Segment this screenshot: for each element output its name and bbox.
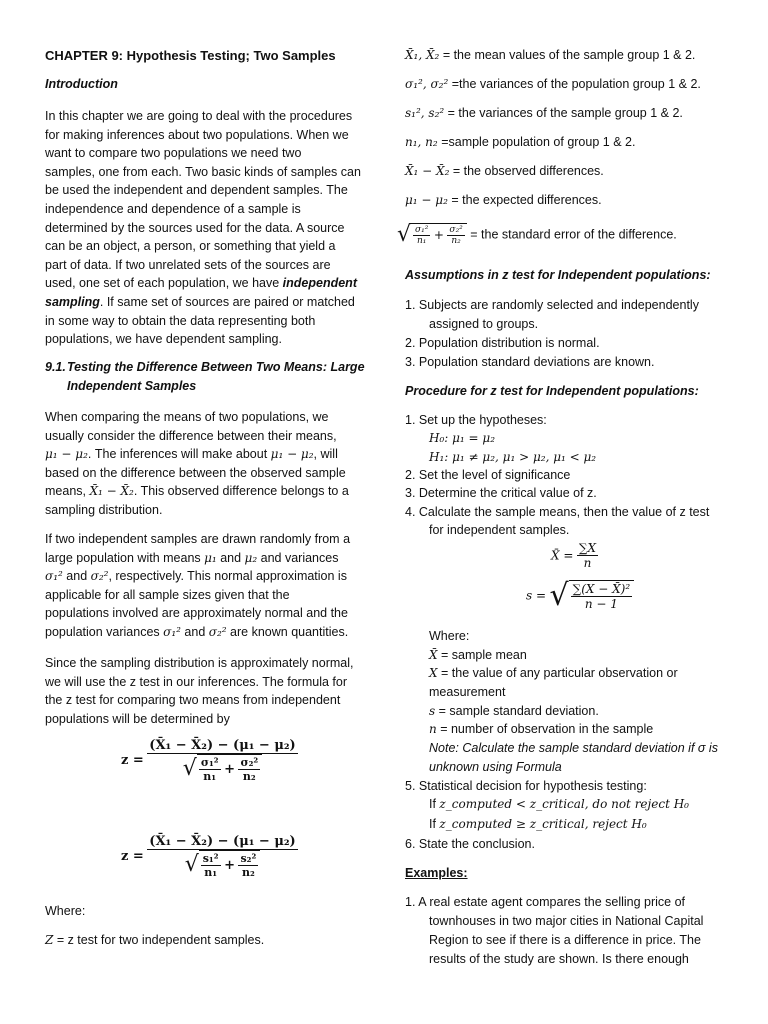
null-hypothesis: H₀: μ₁ = μ₂ [429,431,496,445]
intro-line: populations, we have dependent sampling. [45,332,282,347]
text: measurement [429,685,506,699]
text: = sample mean [437,648,527,662]
math-expr: σ₁², σ₂² [405,77,449,91]
procedure-step: 4. Calculate the sample means, then the value of z test [405,505,710,519]
term-denominator: n₂ [242,770,256,783]
text: =sample population of group 1 & 2. [437,135,636,149]
assumption-item: 1. Subjects are randomly selected and independently [405,298,699,312]
note-line: Note: Calculate the sample standard deviation if σ is [429,741,718,755]
section-title: Testing the Difference Between Two Means: Large [67,360,365,374]
text: If [429,817,440,831]
term-fraction [238,852,258,879]
formula-fraction [571,582,633,611]
intro-line: independence and dependence of a sample is [45,201,301,216]
text: , respectively. This normal approximation is [108,569,347,584]
text-line: usually consider the difference between their means, [45,428,337,443]
assumptions-heading: Assumptions in z test for Independent populations: [405,268,711,282]
assumption-item: 3. Population standard deviations are known. [405,355,655,369]
formula-numerator: (X̄₁ − X̄₂) − (μ₁ − μ₂) [149,834,296,849]
text: = the expected differences. [447,193,602,207]
text-line [45,549,375,568]
formula-denominator: n [583,556,592,570]
example-line: townhouses in two major cities in National Capital [429,914,704,928]
intro-line: In this chapter we are going to deal with the procedures [45,109,353,123]
math-expr: X̄₁ − X̄₂ [405,164,450,178]
text-line [45,623,375,642]
sqrt-symbol: √ [182,756,197,781]
text: . This observed difference belongs to a [133,484,349,499]
text-line: applicable for all sample sizes given that the [45,587,290,602]
term-numerator: σ₁² [415,225,429,235]
text: means, [45,484,90,499]
sqrt-symbol: √ [549,578,569,613]
text-line: When comparing the means of two populations, we [45,410,329,424]
math-expr: X [429,666,438,680]
text-line: populations involved are approximately normal and the [45,606,348,621]
text: are known quantities. [226,624,349,639]
text: = the observed differences. [449,164,604,178]
intro-line [45,274,375,293]
text-line: If two independent samples are drawn randomly from a [45,532,351,546]
text-line: based on the difference between the observed sample [45,465,346,480]
math-expr: σ₂² [208,624,227,639]
variances-paragraph [45,530,375,642]
math-expr: μ₁ [204,550,217,565]
procedure-step: 1. Set up the hypotheses: [405,413,547,427]
text-line: populations will be determined by [45,711,230,726]
term-fraction [199,756,221,783]
where-item [429,685,505,699]
procedure-step: 5. Statistical decision for hypothesis testing: [405,779,647,793]
text: =the variances of the population group 1 & 2. [448,77,701,91]
assumption-item: 2. Population distribution is normal. [405,336,600,350]
math-expr: σ₁² [163,624,181,639]
text: = number of observation in the sample [436,722,654,736]
term-denominator: n₁ [204,866,218,879]
term-numerator: σ₁² [200,756,219,769]
intro-line: be used the independent and dependent samples. The [45,183,348,198]
where-item [429,722,653,736]
math-expr: z_computed ≥ z_critical, reject H₀ [439,817,647,831]
text: = the mean values of the sample group 1 & 2. [439,48,696,62]
definition-row [405,135,635,149]
plus-sign: + [224,761,235,777]
procedure-step: 6. State the conclusion. [405,837,535,851]
math-expr: Z [45,933,54,947]
intro-line: samples, one from each. Two basic kinds of samples can [45,164,361,179]
text-line [45,445,375,464]
term-denominator: n₂ [241,866,255,879]
term-fraction [201,852,221,879]
definition-row [405,48,695,62]
text: = the standard error of the difference. [466,227,677,242]
example-line: Region to see if there is a difference in price. The [429,933,701,947]
section-title-cont: Independent Samples [67,379,197,393]
formula-fraction [147,834,297,879]
standard-error-row [397,222,677,247]
z-formula-population [121,738,298,783]
formula-lhs: X̄ = [551,548,574,563]
plus-sign: + [224,857,235,873]
intro-text: used, one set of each population, we have [45,276,283,291]
plus-sign: + [433,227,444,242]
decision-rule [429,817,647,831]
math-expr: μ₂ [244,550,258,565]
text: and [180,624,209,639]
term-denominator: n₁ [417,236,427,246]
text-line [45,567,375,586]
decision-rule [429,797,689,811]
formula-lhs: z = [121,849,144,864]
text: large population with means [45,550,205,565]
math-expr: s [429,704,436,718]
z-definition [45,933,264,947]
text: = sample standard deviation. [435,704,599,718]
math-expr: X̄₁ − X̄₂ [89,484,134,499]
formula-denominator: n − 1 [584,597,618,611]
text-line: the z test for comparing two means from independent [45,693,341,708]
definition-row [405,106,683,120]
sqrt-body [569,580,635,611]
math-expr: s₁², s₂² [405,106,445,120]
ztest-paragraph [45,654,375,728]
example-line: results of the study are shown. Is there enough [429,952,689,966]
term-denominator: n₁ [203,770,217,783]
term-independent: independent [282,276,357,291]
math-expr: σ₁² [45,569,63,584]
formula-denominator [147,850,297,879]
note-line: unknown using Formula [429,760,562,774]
means-paragraph [45,408,375,520]
term-fraction [238,756,260,783]
math-expr: X̄₁, X̄₂ [405,48,440,62]
math-expr: μ₁ − μ₂ [270,447,314,462]
term-numerator: s₂² [240,852,257,865]
text-line [45,482,375,501]
formula-lhs: s = [526,588,547,603]
term-sampling: sampling [45,294,100,309]
alt-hypothesis: H₁: μ₁ ≠ μ₂, μ₁ > μ₂, μ₁ < μ₂ [429,450,597,464]
sqrt-body [199,850,261,879]
sqrt-symbol: √ [397,222,412,247]
text: If [429,797,440,811]
definition-row [405,164,604,178]
intro-paragraph [45,107,375,349]
formula-fraction [577,541,598,570]
section-number: 9.1. [45,360,66,374]
formula-fraction [147,738,297,783]
term-denominator: n₂ [451,236,461,246]
text: and variances [257,550,339,565]
formula-numerator: ∑X [578,541,597,555]
intro-line: in some way to obtain the data representing both [45,313,316,328]
text: population variances [45,624,164,639]
math-expr: μ₁ − μ₂ [405,193,448,207]
where-item [429,648,527,662]
math-expr: X̄ [429,648,438,662]
text: = the value of any particular observation or [437,666,678,680]
chapter-title: CHAPTER 9: Hypothesis Testing; Two Samples [45,48,336,63]
where-label: Where: [429,629,470,643]
term-numerator: s₁² [202,852,219,865]
where-item [429,666,678,680]
text: = z test for two independent samples. [53,933,265,947]
text: = the variances of the sample group 1 & 2. [444,106,683,120]
procedure-heading: Procedure for z test for Independent populations: [405,384,699,398]
formula-numerator: (X̄₁ − X̄₂) − (μ₁ − μ₂) [149,738,296,753]
procedure-step-cont: for independent samples. [429,523,570,537]
text: . The inferences will make about [87,447,271,462]
math-expr: σ₂² [90,569,109,584]
intro-line: want to compare two populations we need two [45,146,302,161]
text: and [62,569,91,584]
sqrt-body [411,223,467,246]
text-line: we will use the z test in our inferences. The formula for [45,674,347,689]
term-fraction [447,225,464,246]
text-line: sampling distribution. [45,502,163,517]
intro-heading: Introduction [45,77,118,91]
sqrt-body [197,754,262,783]
formula-denominator [147,754,297,783]
z-formula-sample [121,834,298,879]
sqrt-symbol: √ [184,852,199,877]
formula-numerator: ∑(X − X̄)² [572,582,631,596]
sd-formula [526,578,634,613]
examples-heading: Examples: [405,866,468,880]
math-expr: μ₁ − μ₂ [45,447,88,462]
term-numerator: σ₂² [240,756,259,769]
intro-line: for making inferences about two populations. When we [45,127,349,142]
intro-text: . If same set of sources are paired or matched [99,294,355,309]
definition-row [405,77,701,91]
math-expr: n [429,722,437,736]
procedure-step: 2. Set the level of significance [405,468,571,482]
text: , will [313,447,338,462]
term-fraction [413,225,430,246]
mean-formula [551,541,598,570]
where-item [429,704,599,718]
term-numerator: σ₂² [449,225,463,235]
definition-row [405,193,602,207]
formula-lhs: z = [121,753,144,768]
procedure-step: 3. Determine the critical value of z. [405,486,597,500]
intro-line: can be an object, a person, or something that yield a [45,239,336,254]
intro-line [45,293,375,312]
text: and [216,550,245,565]
math-expr: z_computed < z_critical, do not reject H₀ [439,797,689,811]
intro-line: part of data. If two unrelated sets of the sources are [45,257,331,272]
example-line: 1. A real estate agent compares the selling price of [405,895,686,909]
where-label: Where: [45,904,86,918]
intro-line: determined by the sources used for the data. A source [45,220,345,235]
math-expr: n₁, n₂ [405,135,438,149]
text-line: Since the sampling distribution is approximately normal, [45,656,354,670]
assumption-item-cont: assigned to groups. [429,317,539,331]
